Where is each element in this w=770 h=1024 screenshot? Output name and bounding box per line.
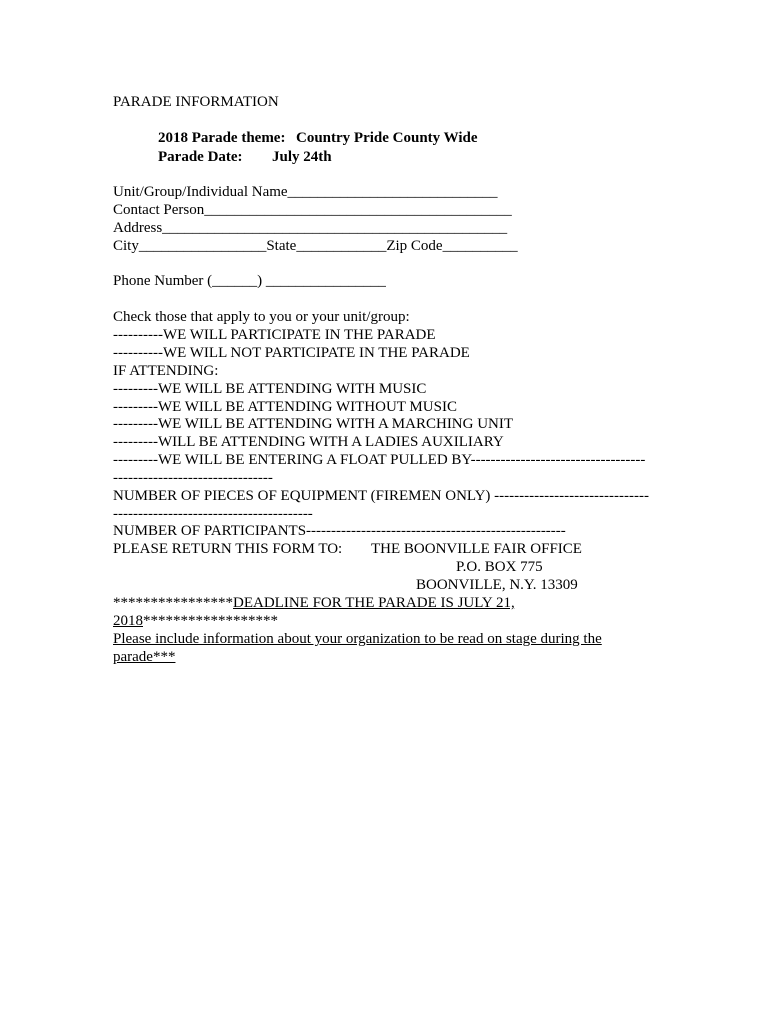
return-address-line1: THE BOONVILLE FAIR OFFICE — [371, 541, 582, 557]
parade-date-label: Parade Date: — [158, 149, 243, 165]
phone-field[interactable]: Phone Number (______) ________________ — [113, 273, 386, 289]
note-line1: Please include information about your organization to be read on stage during the — [113, 631, 602, 647]
note-line2: parade*** — [113, 649, 176, 665]
name-field[interactable]: Unit/Group/Individual Name____________________________ — [113, 184, 498, 200]
contact-field[interactable]: Contact Person_________________________________________ — [113, 202, 512, 218]
deadline-year: 2018 — [113, 613, 143, 629]
theme-label: 2018 Parade theme: — [158, 130, 286, 146]
zip-label: Zip Code — [386, 238, 443, 254]
return-address-line3: BOONVILLE, N.Y. 13309 — [416, 577, 578, 593]
if-attending-label: IF ATTENDING: — [113, 363, 219, 379]
city-label: City — [113, 238, 139, 254]
option-with-music[interactable]: ---------WE WILL BE ATTENDING WITH MUSIC — [113, 381, 427, 397]
deadline-stars-end: ****************** — [143, 613, 278, 629]
parade-date-value: July 24th — [272, 149, 332, 165]
page-title: PARADE INFORMATION — [113, 94, 279, 110]
option-float[interactable]: ---------WE WILL BE ENTERING A FLOAT PULLED BY----------------------------------- — [113, 452, 646, 468]
participants-field[interactable]: NUMBER OF PARTICIPANTS---------------------------------------------------- — [113, 523, 566, 539]
state-label: State — [266, 238, 297, 254]
city-state-zip-row — [113, 237, 518, 255]
option-marching-unit[interactable]: ---------WE WILL BE ATTENDING WITH A MARCHING UNIT — [113, 416, 514, 432]
option-participate[interactable]: ----------WE WILL PARTICIPATE IN THE PARADE — [113, 327, 436, 343]
option-not-participate[interactable]: ----------WE WILL NOT PARTICIPATE IN THE PARADE — [113, 345, 470, 361]
state-field[interactable]: ____________ — [296, 238, 387, 254]
option-ladies-auxiliary[interactable]: ---------WILL BE ATTENDING WITH A LADIES AUXILIARY — [113, 434, 504, 450]
zip-field[interactable]: __________ — [442, 238, 518, 254]
address-field[interactable]: Address______________________________________________ — [113, 220, 508, 236]
option-without-music[interactable]: ---------WE WILL BE ATTENDING WITHOUT MUSIC — [113, 399, 457, 415]
return-label: PLEASE RETURN THIS FORM TO: — [113, 541, 343, 557]
return-address-line2: P.O. BOX 775 — [456, 559, 543, 575]
city-field[interactable]: _________________ — [138, 238, 267, 254]
deadline-stars: **************** — [113, 595, 233, 611]
equipment-field-continued[interactable]: ---------------------------------------- — [113, 506, 313, 522]
deadline-text: DEADLINE FOR THE PARADE IS JULY 21, — [233, 595, 515, 611]
check-intro: Check those that apply to you or your unit/group: — [113, 309, 410, 325]
option-float-continued[interactable]: -------------------------------- — [113, 470, 273, 486]
deadline-line1 — [113, 594, 515, 612]
equipment-field[interactable]: NUMBER OF PIECES OF EQUIPMENT (FIREMEN ONLY) ------------------------------- — [113, 488, 650, 504]
theme-value: Country Pride County Wide — [296, 130, 478, 146]
deadline-line2 — [113, 612, 278, 630]
